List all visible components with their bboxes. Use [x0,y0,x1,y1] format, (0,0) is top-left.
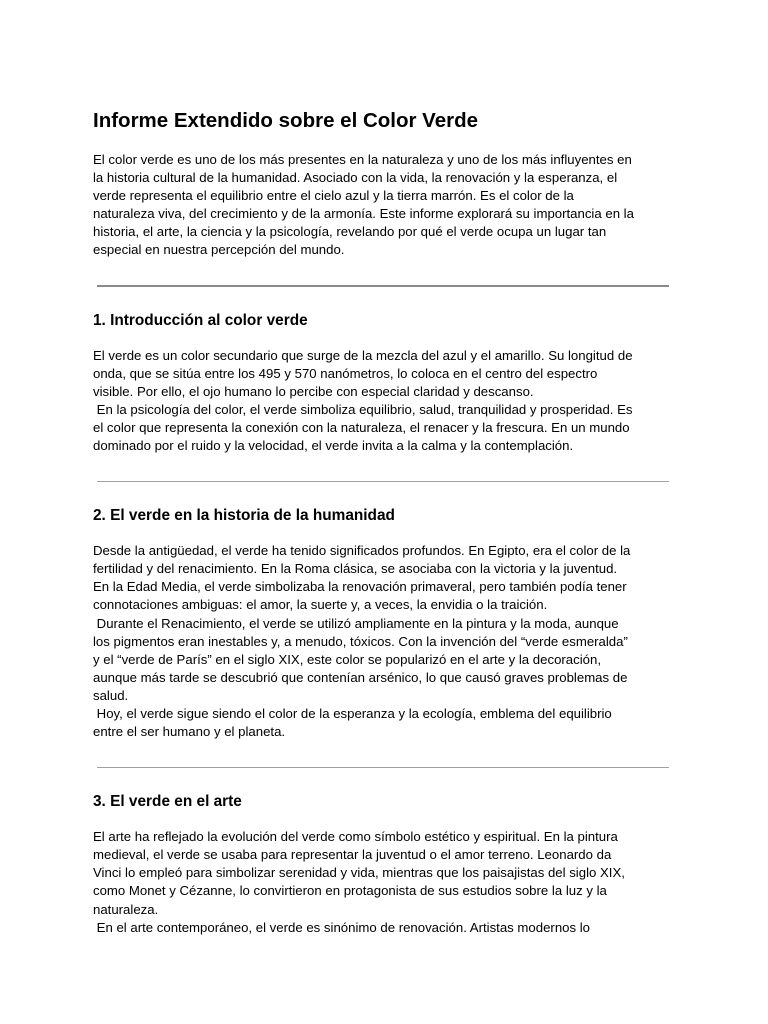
section-2-line: salud. [93,687,129,703]
section-1-line: visible. Por ello, el ojo humano lo percibe con especial claridad y descanso. [93,383,534,399]
section-divider [97,481,669,483]
section-1-line: el color que representa la conexión con la naturaleza, el renacer y la frescura. En un mundo [93,419,630,435]
section-1-line: onda, que se sitúa entre los 495 y 570 nanómetros, lo coloca en el centro del espectro [93,365,598,381]
section-1-line: En la psicología del color, el verde simboliza equilibrio, salud, tranquilidad y prosperidad. Es [93,401,633,417]
section-3-line: como Monet y Cézanne, lo convirtieron en protagonista de sus estudios sobre la luz y la [93,883,607,899]
intro-line: historia, el arte, la ciencia y la psicología, revelando por qué el verde ocupa un lugar tan [93,224,607,240]
section-2-line: los pigmentos eran inestables y, a menudo, tóxicos. Con la invención del “verde esmeralda” [93,633,628,649]
intro-line: naturaleza viva, del crecimiento y de la armonía. Este informe explorará su importancia en la [93,206,634,222]
section-3-line: naturaleza. [93,901,159,917]
section-3-heading: 3. El verde en el arte [93,793,242,811]
section-3-line: medieval, el verde se usaba para representar la juventud o el amor terreno. Leonardo da [93,847,612,863]
section-2-line: entre el ser humano y el planeta. [93,724,286,740]
section-2-line: Durante el Renacimiento, el verde se utilizó ampliamente en la pintura y la moda, aunque [93,615,619,631]
document-title: Informe Extendido sobre el Color Verde [93,109,479,132]
section-2-line: fertilidad y del renacimiento. En la Roma clásica, se asociaba con la victoria y la juventud. [93,561,618,577]
section-2-line: Desde la antigüedad, el verde ha tenido significados profundos. En Egipto, era el color de la [93,543,631,559]
intro-line: El color verde es uno de los más presentes en la naturaleza y uno de los más influyentes en [93,152,632,167]
section-3-line: El arte ha reflejado la evolución del verde como símbolo estético y espiritual. En la pintura [93,829,618,845]
section-1-line: El verde es un color secundario que surge de la mezcla del azul y el amarillo. Su longitud de [93,347,633,363]
section-1-paragraph [93,347,675,456]
intro-line: verde representa el equilibrio entre el cielo azul y la tierra marrón. Es el color de la [93,188,574,204]
section-divider [97,767,669,769]
intro-line: especial en nuestra percepción del mundo. [93,242,345,258]
section-2-line: connotaciones ambiguas: el amor, la suerte y, a veces, la envidia o la traición. [93,597,548,613]
section-3-line: Vinci lo empleó para simbolizar serenidad y vida, mientras que los paisajistas del siglo XIX, [93,865,625,881]
section-2-line: En la Edad Media, el verde simbolizaba la renovación primaveral, pero también podía tener [93,579,627,595]
section-3-paragraph [93,828,675,937]
intro-paragraph [93,151,675,260]
section-1-line: dominado por el ruido y la velocidad, el verde invita a la calma y la contemplación. [93,438,574,454]
section-1-heading: 1. Introducción al color verde [93,311,308,329]
section-2-line: y el “verde de París” en el siglo XIX, este color se popularizó en el arte y la decoración, [93,651,601,667]
section-2-line: aunque más tarde se descubrió que contenían arsénico, lo que causó graves problemas de [93,669,628,685]
section-2-paragraph [93,542,675,741]
section-divider [97,285,669,288]
section-3-line: En el arte contemporáneo, el verde es sinónimo de renovación. Artistas modernos lo [93,919,591,935]
section-2-line: Hoy, el verde sigue siendo el color de la esperanza y la ecología, emblema del equilibrio [93,705,612,721]
section-2-heading: 2. El verde en la historia de la humanidad [93,507,395,525]
intro-line: la historia cultural de la humanidad. Asociado con la vida, la renovación y la esperanza, el [93,170,618,186]
document-page [93,108,675,937]
